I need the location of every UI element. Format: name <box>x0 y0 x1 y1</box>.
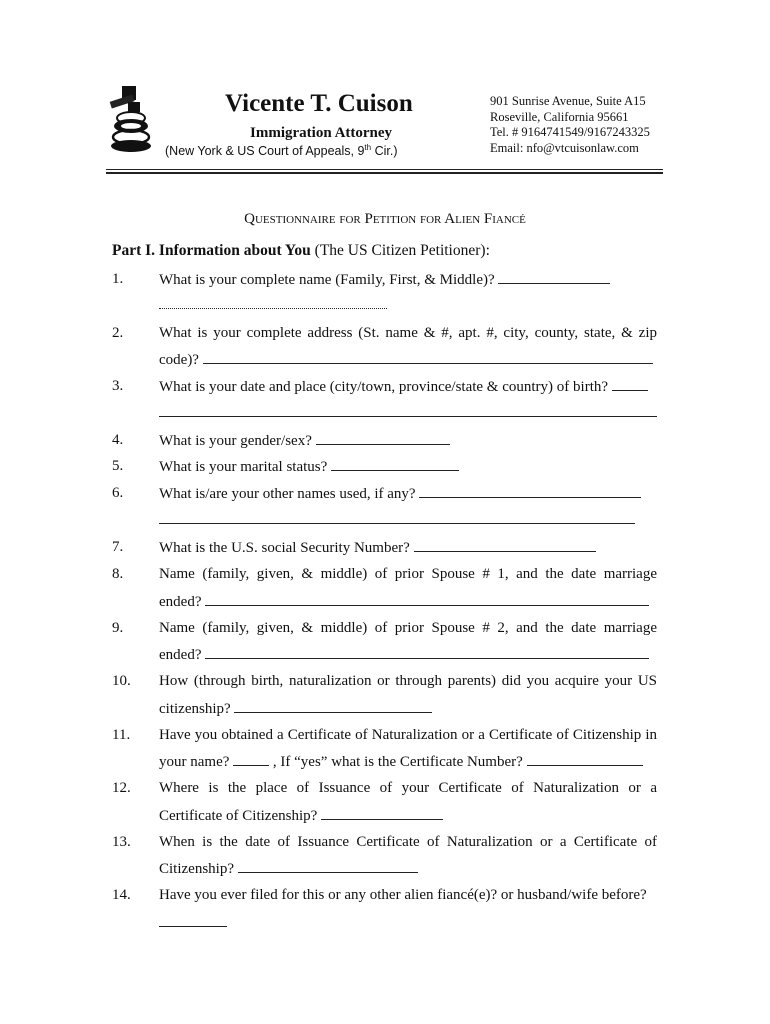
question-9: Name (family, given, & middle) of prior Spouse # 2, and the date marriage <box>159 620 657 636</box>
answer-blank[interactable] <box>612 378 648 391</box>
question-7: What is the U.S. social Security Number? <box>159 539 657 557</box>
question-13: When is the date of Issuance Certificate of Naturalization or a Certificate of <box>159 834 657 850</box>
answer-blank[interactable] <box>159 404 657 422</box>
answer-blank[interactable] <box>419 485 641 498</box>
answer-blank[interactable] <box>527 753 643 766</box>
answer-blank[interactable] <box>316 432 450 445</box>
question-13-cont: Citizenship? <box>159 860 657 878</box>
answer-blank[interactable] <box>414 539 596 552</box>
question-2-cont: code)? <box>159 351 657 369</box>
answer-blank[interactable] <box>159 914 227 932</box>
question-number: 12. <box>112 780 131 796</box>
gavel-logo-icon <box>108 84 154 154</box>
address-line: Roseville, California 95661 <box>490 109 629 124</box>
question-number: 13. <box>112 834 131 850</box>
answer-blank[interactable] <box>234 700 432 713</box>
question-number: 4. <box>112 432 124 448</box>
answer-blank[interactable] <box>159 511 635 529</box>
email-line[interactable]: Email: nfo@vtcuisonlaw.com <box>490 140 639 155</box>
header-divider <box>106 169 663 170</box>
answer-blank[interactable] <box>205 646 649 659</box>
question-number: 1. <box>112 271 124 287</box>
question-11: Have you obtained a Certificate of Naturalization or a Certificate of Citizenship in <box>159 727 657 743</box>
question-number: 7. <box>112 539 124 555</box>
question-12-cont: Certificate of Citizenship? <box>159 807 657 825</box>
question-8: Name (family, given, & middle) of prior Spouse # 1, and the date marriage <box>159 566 657 582</box>
question-6: What is/are your other names used, if any? <box>159 485 657 503</box>
answer-blank[interactable] <box>331 458 459 471</box>
answer-blank[interactable] <box>159 296 387 314</box>
question-number: 11. <box>112 727 131 743</box>
answer-blank[interactable] <box>498 271 610 284</box>
part-heading: Part I. Information about You (The US Citizen Petitioner): <box>112 242 490 259</box>
document-title: Questionnaire for Petition for Alien Fiancé <box>244 211 526 227</box>
question-14: Have you ever filed for this or any other alien fiancé(e)? or husband/wife before? <box>159 887 647 903</box>
question-number: 14. <box>112 887 131 903</box>
question-number: 9. <box>112 620 124 636</box>
question-11-cont: your name? , If “yes” what is the Certificate Number? <box>159 753 657 771</box>
phone-line: Tel. # 9164741549/9167243325 <box>490 125 650 139</box>
question-number: 6. <box>112 485 124 501</box>
question-9-cont: ended? <box>159 646 657 664</box>
question-number: 2. <box>112 325 124 341</box>
question-number: 8. <box>112 566 124 582</box>
question-8-cont: ended? <box>159 593 657 611</box>
court-admission: (New York & US Court of Appeals, 9th Cir.) <box>165 143 398 159</box>
answer-blank[interactable] <box>233 753 269 766</box>
answer-blank[interactable] <box>321 807 443 820</box>
question-5: What is your marital status? <box>159 458 657 476</box>
attorney-name: Vicente T. Cuison <box>225 90 413 117</box>
header-divider <box>106 172 663 174</box>
answer-blank[interactable] <box>205 593 649 606</box>
answer-blank[interactable] <box>238 860 418 873</box>
contact-block <box>490 94 650 156</box>
question-10: How (through birth, naturalization or through parents) did you acquire your US <box>159 673 657 689</box>
answer-blank[interactable] <box>203 351 653 364</box>
question-3: What is your date and place (city/town, province/state & country) of birth? <box>159 378 657 396</box>
question-2: What is your complete address (St. name & #, apt. #, city, county, state, & zip <box>159 325 657 341</box>
question-4: What is your gender/sex? <box>159 432 657 450</box>
attorney-title: Immigration Attorney <box>250 125 393 141</box>
question-12: Where is the place of Issuance of your Certificate of Naturalization or a <box>159 780 657 796</box>
question-number: 3. <box>112 378 124 394</box>
question-number: 10. <box>112 673 131 689</box>
address-line: 901 Sunrise Avenue, Suite A15 <box>490 94 646 108</box>
question-number: 5. <box>112 458 124 474</box>
question-10-cont: citizenship? <box>159 700 657 718</box>
question-1: What is your complete name (Family, First, & Middle)? <box>159 271 657 289</box>
